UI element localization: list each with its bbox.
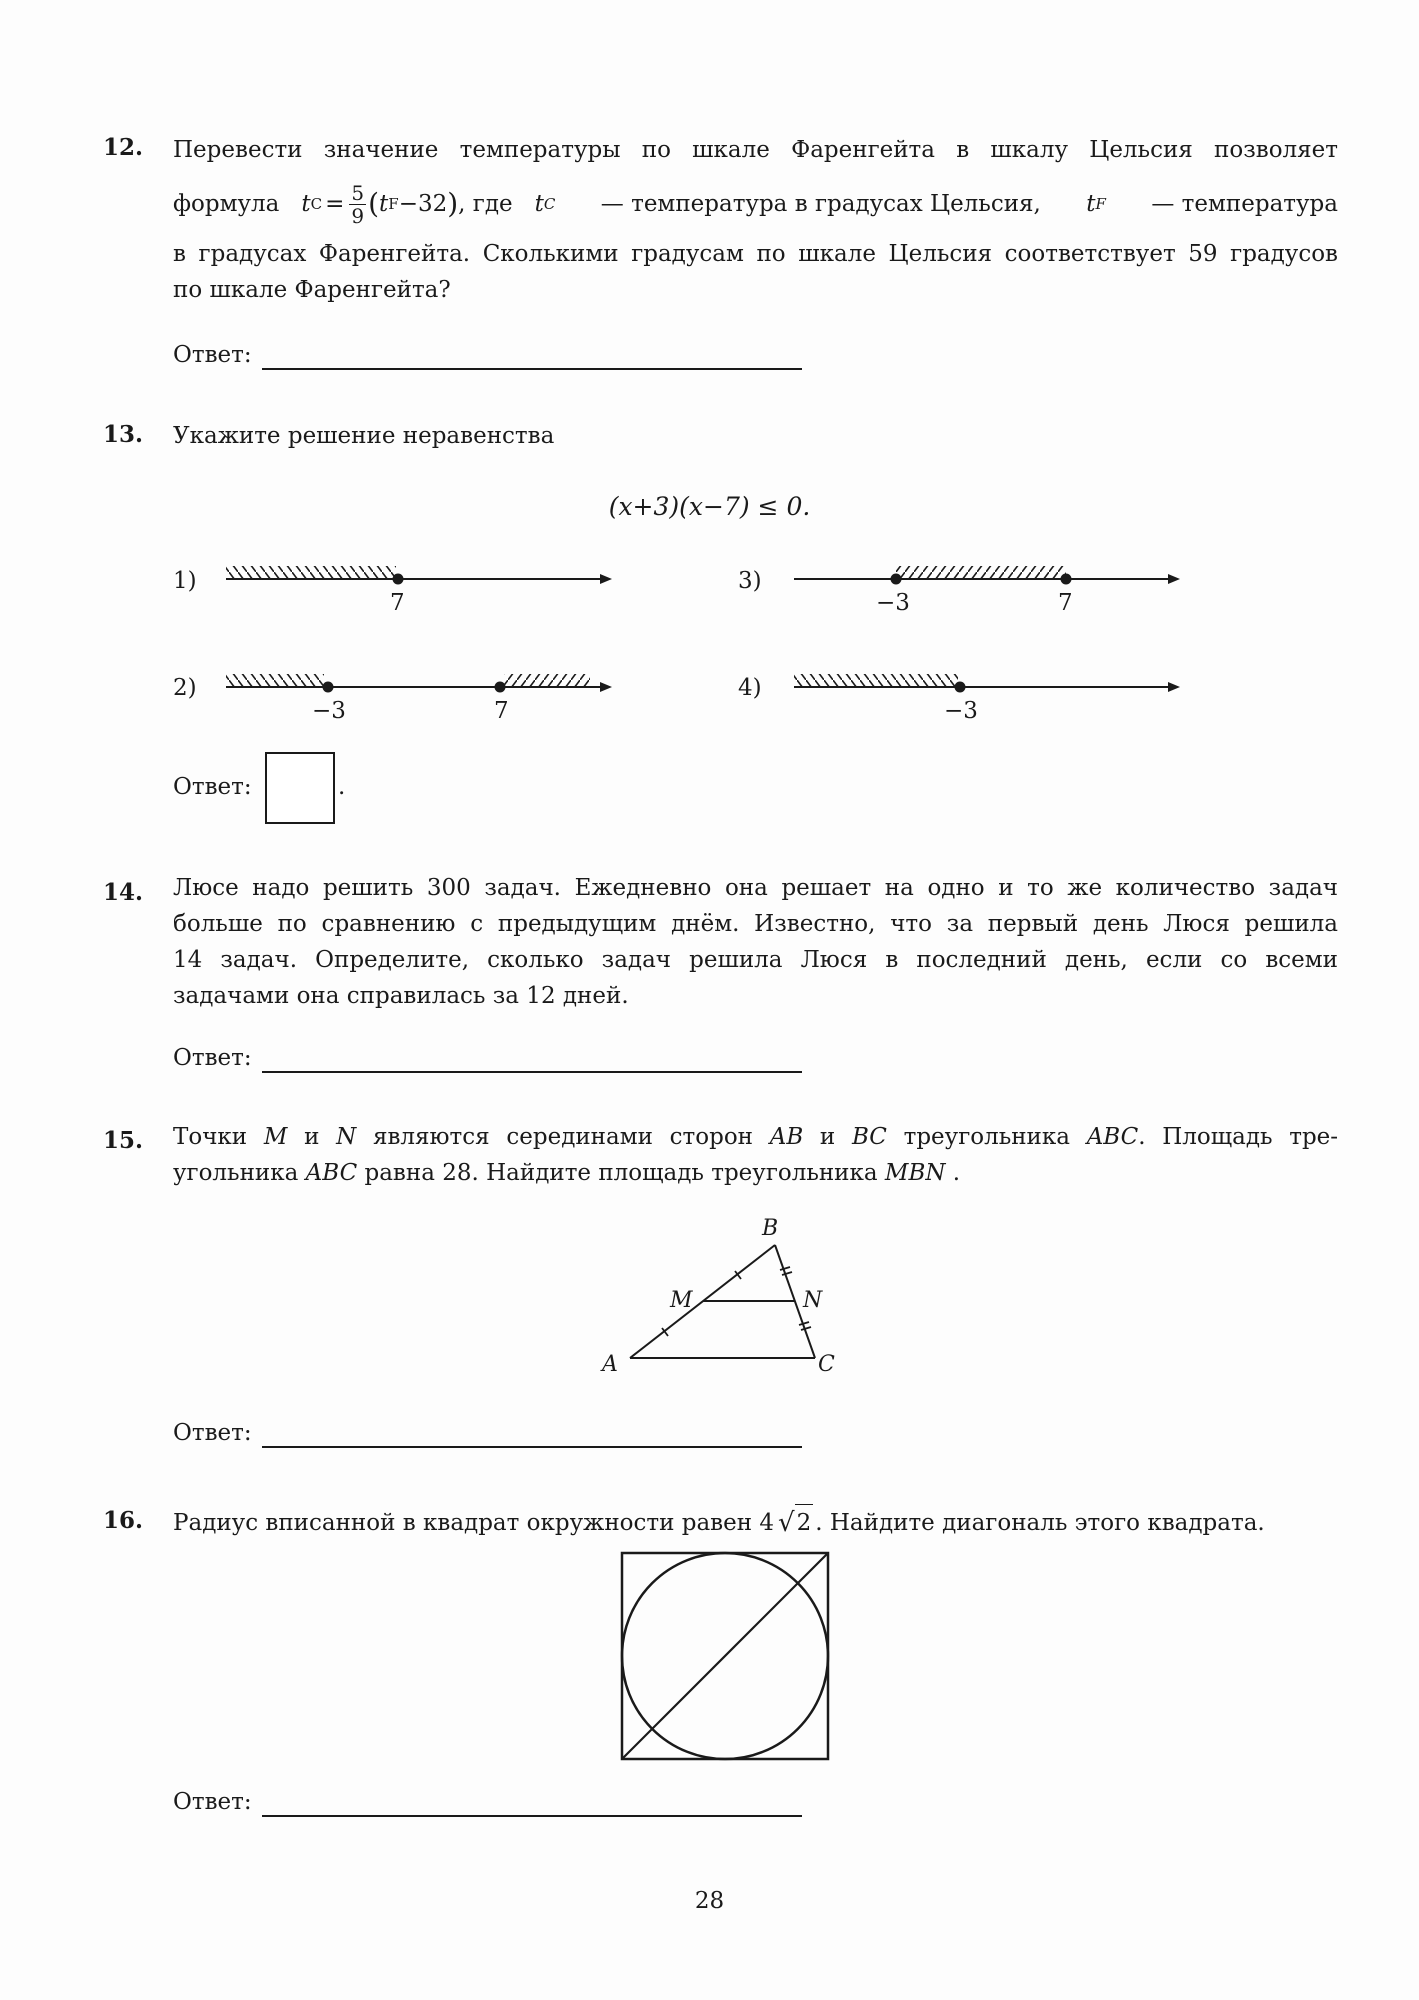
q12-desc-c: — температура в градусах Цельсия,: [600, 191, 1041, 217]
q13-option3-numberline[interactable]: [788, 560, 1178, 600]
q15-var-abc2: ABC: [305, 1160, 358, 1186]
q14-line1: Люсе надо решить 300 задач. Ежедневно она решает на одно и то же количество задач: [173, 875, 1338, 901]
q12-line1: Перевести значение температуры по шкале Фаренгейта в шкалу Цельсия позволяет: [173, 137, 1338, 163]
q15-number: 15.: [103, 1127, 144, 1154]
q12-formula-line: [173, 180, 1338, 228]
q15-l2b: равна 28. Найдите площадь треугольника: [364, 1160, 878, 1186]
q14-line3: 14 задач. Определите, сколько задач решила Люся в последний день, если со всеми: [173, 947, 1338, 973]
q13-option4-label[interactable]: 4): [738, 675, 762, 701]
q16-sqrt-arg: 2: [795, 1504, 814, 1541]
q12-formula-sub-f: F: [388, 195, 399, 213]
q15-line1: [173, 1119, 1338, 1155]
q13-option2-numberline[interactable]: [220, 668, 610, 708]
q12-line3: в градусах Фаренгейта. Сколькими градусам по шкале Цельсия соответствует 59 градусов: [173, 241, 1338, 267]
q12-fraction: [349, 182, 366, 227]
q12-answer-label: Ответ:: [173, 342, 252, 368]
q16-square-figure: [620, 1551, 830, 1761]
q15-and1: и: [304, 1124, 320, 1150]
q15-var-abc: ABC: [1086, 1124, 1139, 1150]
q13-inequality: (x+3)(x−7) ≤ 0.: [608, 492, 811, 521]
q12-frac-num: 5: [351, 180, 365, 205]
q15-l2a: угольника: [173, 1160, 299, 1186]
q12-formula-sub-c: C: [310, 195, 323, 213]
q12-minus32: −32: [398, 191, 448, 217]
q12-formula-eq: =: [325, 191, 345, 217]
q15-label-a: A: [602, 1352, 618, 1377]
q12-answer-field[interactable]: [262, 368, 802, 370]
q16-sqrt: [778, 1504, 813, 1541]
q14-answer-field[interactable]: [262, 1071, 802, 1073]
q14-number: 14.: [103, 879, 144, 906]
q13-option2-label[interactable]: 2): [173, 675, 197, 701]
q15-l1a: Точки: [173, 1124, 248, 1150]
q12-formula-t: t: [301, 191, 311, 217]
q15-var-mbn: MBN: [884, 1160, 946, 1186]
q12-formula-label: формула: [173, 191, 280, 217]
q13-option1-tick-7: 7: [390, 590, 405, 616]
q12-line4: по шкале Фаренгейта?: [173, 277, 451, 303]
page-number: 28: [694, 1888, 725, 1914]
q13-option1-numberline[interactable]: [220, 560, 610, 600]
q12-paren-open: (: [368, 187, 380, 220]
q15-text: [173, 1119, 1338, 1191]
q13-answer-label: Ответ:: [173, 774, 252, 800]
q12-formula-tf: t: [379, 191, 389, 217]
q15-label-m: M: [670, 1288, 693, 1313]
q16-sqrt-sign: √: [778, 1508, 795, 1538]
q15-and2: и: [819, 1124, 836, 1150]
q12-where: , где: [458, 191, 513, 217]
q14-answer-label: Ответ:: [173, 1045, 252, 1071]
q12-text-cont: [173, 236, 1338, 308]
q14-line2: больше по сравнению с предыдущим днём. Известно, что за первый день Люся решила: [173, 911, 1338, 937]
q12-frac-den: 9: [351, 203, 365, 228]
q15-l1b: являются серединами сторон: [372, 1124, 753, 1150]
q16-answer-label: Ответ:: [173, 1789, 252, 1815]
q13-number: 13.: [103, 421, 144, 448]
q15-var-ab: AB: [769, 1124, 804, 1150]
q15-label-c: C: [818, 1352, 835, 1377]
q13-answer-dot: .: [338, 774, 346, 800]
q13-option2-tick-7: 7: [494, 698, 509, 724]
q14-line4: задачами она справилась за 12 дней.: [173, 983, 629, 1009]
q12-tf-sub: F: [1095, 195, 1106, 213]
q15-l2c: .: [952, 1160, 961, 1186]
q13-option3-label[interactable]: 3): [738, 568, 762, 594]
q13-option4-numberline[interactable]: [788, 668, 1178, 708]
q12-paren-close: ): [447, 187, 459, 220]
q16-text-b: . Найдите диагональ этого квадрата.: [815, 1509, 1265, 1536]
q15-label-b: B: [762, 1216, 779, 1241]
q12-tc-var: t: [534, 191, 544, 217]
q15-answer-field[interactable]: [262, 1446, 802, 1448]
q16-number: 16.: [103, 1507, 144, 1534]
q13-option2-tick-neg3: −3: [312, 698, 346, 724]
q13-answer-box[interactable]: [265, 752, 335, 824]
q14-text: [173, 870, 1338, 1014]
q12-text: [173, 132, 1338, 168]
q13-option4-tick-neg3: −3: [944, 698, 978, 724]
q12-desc-f: — температура: [1151, 191, 1338, 217]
q13-option3-tick-7: 7: [1058, 590, 1073, 616]
q12-tf-var: t: [1086, 191, 1096, 217]
q15-line2: [173, 1155, 1338, 1191]
q15-var-n: N: [336, 1124, 357, 1150]
q13-option1-label[interactable]: 1): [173, 568, 197, 594]
q16-text-a: Радиус вписанной в квадрат окружности равен 4: [173, 1509, 775, 1536]
q16-answer-field[interactable]: [262, 1815, 802, 1817]
q15-label-n: N: [803, 1288, 823, 1313]
q16-text: [173, 1504, 1338, 1541]
q15-l1d: . Площадь тре-: [1138, 1124, 1339, 1150]
q12-tc-sub: C: [543, 195, 556, 213]
q13-option3-tick-neg3: −3: [876, 590, 910, 616]
q15-l1c: треугольника: [903, 1124, 1070, 1150]
q15-triangle-figure: [600, 1215, 860, 1385]
q15-var-m: M: [263, 1124, 288, 1150]
q13-text: Укажите решение неравенства: [173, 423, 555, 449]
q15-var-bc: BC: [851, 1124, 887, 1150]
q15-answer-label: Ответ:: [173, 1420, 252, 1446]
q12-number: 12.: [103, 134, 144, 161]
